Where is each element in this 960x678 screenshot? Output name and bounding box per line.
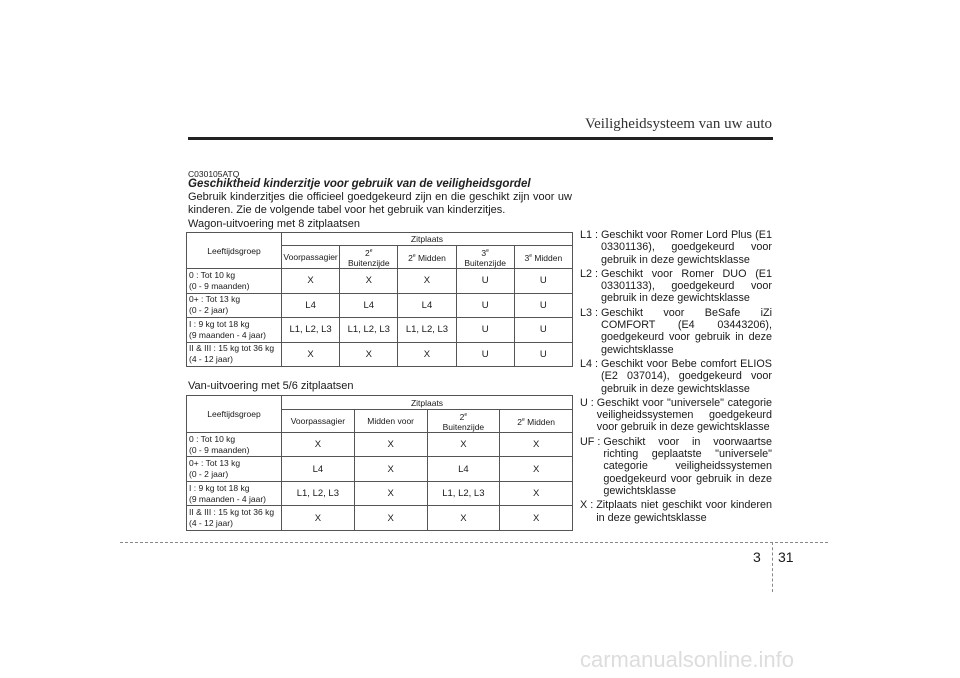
age-group-cell	[187, 457, 282, 482]
seat-value-cell: X	[282, 432, 355, 457]
legend-key: X :	[580, 499, 597, 512]
legend-key: UF :	[580, 435, 604, 448]
seat-value-cell: X	[340, 269, 398, 294]
van-seat-table	[186, 395, 573, 531]
table-row	[187, 342, 573, 367]
seat-value-cell: X	[282, 342, 340, 367]
table-row	[187, 432, 573, 457]
column-header-label: Midden	[415, 252, 446, 263]
seat-value-cell: X	[354, 481, 427, 506]
legend-list	[580, 229, 772, 526]
seat-value-cell: U	[456, 342, 514, 367]
group-header: Leeftijdsgroep	[187, 233, 282, 269]
column-header	[282, 410, 355, 433]
column-header	[456, 246, 514, 269]
footer-divider	[772, 542, 773, 592]
legend-item	[580, 307, 772, 356]
seat-value-cell: L4	[340, 293, 398, 318]
seat-value-cell: L1, L2, L3	[340, 318, 398, 343]
page-number: 31	[778, 549, 794, 565]
legend-key: U :	[580, 396, 597, 409]
seat-header: Zitplaats	[282, 396, 573, 410]
column-header-label: Midden	[524, 416, 555, 427]
van-table-caption: Van-uitvoering met 5/6 zitplaatsen	[188, 380, 354, 392]
seat-value-cell: L1, L2, L3	[282, 481, 355, 506]
seat-value-cell: X	[500, 457, 573, 482]
age-group-line: (4 - 12 jaar)	[189, 354, 233, 365]
seat-value-cell: X	[354, 506, 427, 531]
column-header-ordinal: e	[486, 248, 489, 255]
legend-key: L1 :	[580, 229, 602, 241]
legend-item	[580, 499, 772, 524]
column-header-ordinal: e	[521, 417, 525, 423]
seat-value-cell: U	[456, 269, 514, 294]
legend-text: Geschikt voor Romer DUO (E1 03301133), goedgekeurd voor gebruik in deze gewichtsklasse	[601, 267, 772, 305]
age-group-cell	[187, 506, 282, 531]
column-header-ordinal: e	[464, 412, 468, 418]
legend-key: L2 :	[580, 267, 602, 280]
seat-value-cell: X	[398, 342, 456, 367]
table-row	[187, 506, 573, 531]
chapter-number: 3	[753, 549, 761, 565]
age-group-cell	[187, 342, 282, 367]
age-group-line: (0 - 2 jaar)	[189, 305, 229, 316]
seat-value-cell: U	[514, 293, 572, 318]
seat-value-cell: L1, L2, L3	[427, 481, 500, 506]
column-header-number: 2	[365, 247, 370, 258]
column-header-number: 3	[481, 247, 487, 258]
legend-item	[580, 397, 772, 434]
seat-value-cell: L1, L2, L3	[398, 318, 456, 343]
seat-value-cell: X	[340, 342, 398, 367]
seat-value-cell: L4	[398, 293, 456, 318]
age-group-line: (9 maanden - 4 jaar)	[189, 329, 267, 340]
age-group-line: 0 : Tot 10 kg	[189, 433, 236, 444]
column-header-label: Midden	[531, 252, 563, 263]
age-group-line: II & III : 15 kg tot 36 kg	[189, 343, 275, 354]
footer-rule	[120, 542, 828, 543]
column-header-number: 3	[524, 252, 530, 263]
column-header	[427, 410, 500, 433]
legend-text: Geschikt voor BeSafe iZi COMFORT (E4 03443206), goedgekeurd voor gebruik in deze gewichtsklasse	[601, 306, 772, 356]
table-row	[187, 481, 573, 506]
table-row	[187, 293, 573, 318]
column-header-label: Midden voor	[367, 415, 415, 426]
column-header-number: 2	[459, 411, 465, 422]
wagon-seat-table	[186, 232, 573, 367]
table-row	[187, 457, 573, 482]
section-heading: Geschiktheid kinderzitje voor gebruik van de veiligheidsgordel	[188, 178, 531, 190]
seat-value-cell: X	[282, 269, 340, 294]
legend-key: L3 :	[580, 306, 602, 319]
column-header-ordinal: e	[529, 253, 532, 260]
age-group-cell	[187, 432, 282, 457]
age-group-line: (0 - 9 maanden)	[189, 280, 250, 291]
age-group-line: (4 - 12 jaar)	[189, 518, 233, 529]
group-header: Leeftijdsgroep	[187, 396, 282, 433]
legend-text: Geschikt voor in voorwaartse richting geplaatste "universele" categorie veiligheidssystemen goedgekeurd voor gebruik in deze gewichtsklasse	[603, 435, 772, 497]
watermark-text: carmanualsonline.info	[580, 647, 795, 672]
legend-text: Geschikt voor "universele" categorie veiligheidssystemen goedgekeurd voor gebruik in deze gewichtsklasse	[596, 396, 772, 434]
column-header-ordinal: e	[412, 253, 416, 260]
legend-key: L4 :	[580, 357, 602, 370]
age-group-cell	[187, 481, 282, 506]
seat-value-cell: U	[456, 293, 514, 318]
column-header-ordinal: e	[369, 248, 373, 255]
header-row	[187, 396, 573, 410]
section-code: C030105ATQ	[188, 169, 240, 179]
wagon-table-caption: Wagon-uitvoering met 8 zitplaatsen	[188, 218, 361, 230]
legend-item	[580, 436, 772, 497]
column-header-label: Buitenzijde	[442, 421, 485, 432]
column-header-label: Voorpassagier	[290, 415, 346, 426]
seat-value-cell: X	[398, 269, 456, 294]
seat-value-cell: X	[500, 481, 573, 506]
header-rule	[188, 137, 773, 140]
legend-text: Zitplaats niet geschikt voor kinderen in deze gewichtsklasse	[596, 499, 772, 524]
seat-value-cell: L4	[282, 457, 355, 482]
legend-item	[580, 358, 772, 395]
seat-value-cell: X	[427, 506, 500, 531]
intro-paragraph: Gebruik kinderzitjes die officieel goedgekeurd zijn en die geschikt zijn voor uw kinderen. Zie de volgende tabel voor het gebruik van kinderzitjes.	[188, 191, 572, 216]
column-header-label: Buitenzijde	[464, 257, 506, 268]
seat-value-cell: L4	[427, 457, 500, 482]
column-header	[398, 246, 456, 269]
seat-value-cell: L4	[282, 293, 340, 318]
seat-header: Zitplaats	[282, 233, 573, 246]
age-group-line: (9 maanden - 4 jaar)	[189, 493, 267, 504]
age-group-line: (0 - 2 jaar)	[189, 469, 229, 480]
age-group-line: 0+ : Tot 13 kg	[189, 458, 241, 469]
header-row	[187, 233, 573, 246]
seat-value-cell: X	[282, 506, 355, 531]
column-header	[340, 246, 398, 269]
legend-text: Geschikt voor Romer Lord Plus (E1 03301136), goedgekeurd voor gebruik in deze gewichtsklasse	[601, 229, 772, 266]
seat-value-cell: U	[514, 318, 572, 343]
column-header	[282, 246, 340, 269]
table-row	[187, 318, 573, 343]
column-header	[500, 410, 573, 433]
legend-item	[580, 229, 772, 266]
legend-item	[580, 268, 772, 305]
column-header	[514, 246, 572, 269]
seat-value-cell: U	[514, 269, 572, 294]
age-group-line: II & III : 15 kg tot 36 kg	[189, 507, 275, 518]
age-group-cell	[187, 269, 282, 294]
table-row	[187, 269, 573, 294]
column-header-label: Voorpassagier	[283, 252, 338, 262]
age-group-line: 0+ : Tot 13 kg	[189, 294, 241, 305]
seat-value-cell: U	[456, 318, 514, 343]
running-header-title: Veiligheidsysteem van uw auto	[584, 116, 772, 132]
age-group-cell	[187, 318, 282, 343]
seat-value-cell: X	[500, 506, 573, 531]
age-group-line: I : 9 kg tot 18 kg	[189, 318, 250, 329]
column-header-number: 2	[408, 252, 413, 263]
seat-value-cell: L1, L2, L3	[282, 318, 340, 343]
seat-value-cell: X	[427, 432, 500, 457]
age-group-line: I : 9 kg tot 18 kg	[189, 482, 250, 493]
age-group-line: (0 - 9 maanden)	[189, 444, 250, 455]
column-header-label: Buitenzijde	[347, 257, 390, 268]
age-group-cell	[187, 293, 282, 318]
seat-value-cell: U	[514, 342, 572, 367]
seat-value-cell: X	[354, 432, 427, 457]
age-group-line: 0 : Tot 10 kg	[189, 269, 236, 280]
seat-value-cell: X	[500, 432, 573, 457]
column-header-number: 2	[517, 416, 522, 427]
legend-text: Geschikt voor Bebe comfort ELIOS (E2 037014), goedgekeurd voor gebruik in deze gewichtsklasse	[601, 357, 772, 395]
seat-value-cell: X	[354, 457, 427, 482]
column-header	[354, 410, 427, 433]
